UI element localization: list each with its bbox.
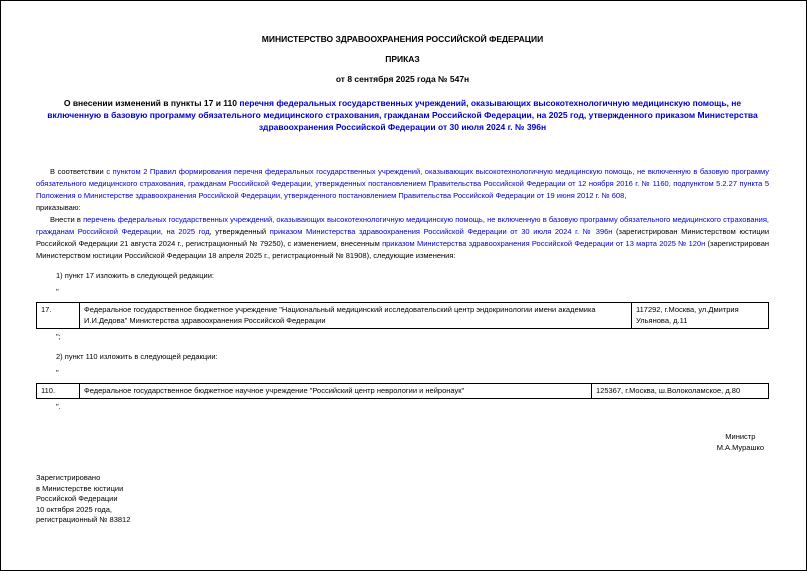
institution-address-cell: 117292, г.Москва, ул.Дмитрия Ульянова, д.11	[632, 303, 769, 329]
order-plain-4: (зарегистрирован Министерством юстиции Российской Федерации 18 апреля 2025 г., регистрационный № 81908), следующие изменения:	[36, 239, 770, 260]
signature-block	[717, 431, 764, 453]
order-word: приказываю:	[36, 203, 81, 212]
amendment-1-intro: 1) пункт 17 изложить в следующей редакции:	[56, 271, 214, 280]
ministry-header: МИНИСТЕРСТВО ЗДРАВООХРАНЕНИЯ РОССИЙСКОЙ ФЕДЕРАЦИИ	[261, 34, 544, 44]
amendment-2-open-quote: "	[56, 368, 59, 377]
order-link-prikaz-120n[interactable]: приказом Министерства здравоохранения Российской Федерации от 13 марта 2025 № 120н	[382, 239, 706, 248]
row-number-cell: 17.	[37, 303, 80, 329]
order-link-prikaz-396n[interactable]: приказом Министерства здравоохранения Российской Федерации от 30 июля 2024 г. № 396н	[269, 227, 613, 236]
amendment-table-item-17	[36, 302, 769, 329]
table-row	[37, 303, 769, 329]
preamble-plain: В соответствии	[50, 167, 107, 176]
registration-line: в Министерстве юстиции	[36, 483, 124, 493]
order-paragraph	[36, 214, 769, 262]
amendment-1-open-quote: "	[56, 287, 59, 296]
row-number-cell: 110.	[37, 384, 80, 399]
order-link-perechen[interactable]: перечень федеральных государственных учреждений, оказывающих высокотехнологичную медицинскую помощь, не включенную в базовую программу обязательного медицинского страхования, гражданам Российской Федерации, на 2025 год	[36, 215, 769, 236]
registration-line: Российской Федерации	[36, 494, 118, 503]
preamble-link[interactable]: с пунктом 2 Правил формирования перечня федеральных государственных учреждений, оказывающих высокотехнологичную медицинскую помощь, не включенную в базовую программу обязательного медицинского страхования, гражданам Российской Федерации, утвержденных постановлением Правительства Российской Федерации от 12 ноября 2016 г. № 1160, подпунктом 5.2.27 пункта 5 Положения о Министерстве здравоохранения Российской Федерации, утвержденного постановлением Правительства Российской Федерации от 19 июня 2012 г. № 608,	[36, 167, 770, 200]
registration-line: Зарегистрировано	[36, 473, 101, 482]
doc-title	[36, 97, 769, 133]
doc-date-header: от 8 сентября 2025 года № 547н	[335, 74, 470, 84]
amendment-1-close-quote: ";	[56, 332, 61, 341]
doc-type-header: ПРИКАЗ	[385, 54, 420, 64]
registration-line: 10 октября 2025 года,	[36, 504, 112, 514]
amendment-2-intro: 2) пункт 110 изложить в следующей редакции:	[56, 352, 218, 361]
doc-title-link[interactable]: перечня федеральных государственных учреждений, оказывающих высокотехнологичную медицинскую помощь, не включенную в базовую программу обязательного медицинского страхования, гражданам Российской Федерации, на 2025 год, утвержденного приказом Министерства здравоохранения Российской Федерации от 30 июля 2024 г. № 396н	[47, 98, 758, 132]
signature-name: М.А.Мурашко	[716, 443, 764, 452]
order-plain-1: Внести в	[50, 215, 84, 224]
amendment-table-item-110	[36, 383, 769, 399]
table-row	[37, 384, 769, 399]
registration-block	[36, 473, 769, 526]
order-plain-2: , утвержденный	[209, 227, 270, 236]
order-plain-3: (зарегистрирован Министерством юстиции Российской Федерации 21 августа 2024 г., регистрационный № 79250), с изменением, внесенным	[36, 227, 770, 248]
institution-name-cell: Федеральное государственное бюджетное научное учреждение "Российский центр неврологии и нейронаук"	[80, 384, 592, 399]
institution-address-cell: 125367, г.Москва, ш.Волоколамское, д.80	[592, 384, 769, 399]
registration-line: регистрационный № 83812	[36, 515, 131, 524]
amendment-2-close-quote: ".	[56, 402, 61, 411]
institution-name-cell: Федеральное государственное бюджетное учреждение "Национальный медицинский исследовательский центр эндокринологии имени академика И.И.Дедова" Министерства здравоохранения Российской Федерации	[80, 303, 632, 329]
doc-title-plain: О внесении изменений в пункты 17 и 110	[63, 98, 240, 108]
signature-position: Министр	[725, 432, 756, 441]
preamble-paragraph	[36, 166, 769, 202]
